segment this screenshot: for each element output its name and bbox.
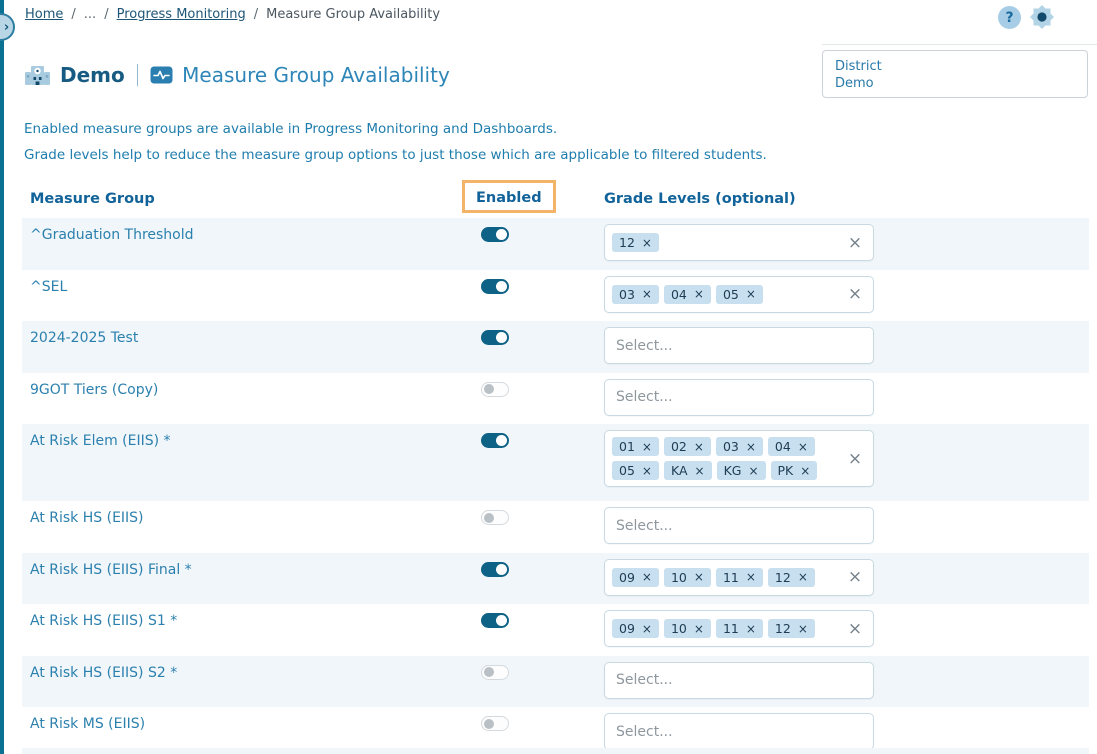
grade-tag: [771, 461, 818, 480]
grade-tags: [605, 613, 837, 644]
enabled-toggle[interactable]: [481, 382, 509, 397]
description-line-2: Grade levels help to reduce the measure group options to just those which are applicable to filtered students.: [24, 147, 767, 163]
table-row: [22, 707, 1089, 748]
table-row: [22, 218, 1089, 270]
grade-tag-label: KA: [670, 463, 688, 478]
grade-tag-label: 12: [774, 621, 791, 636]
measure-group-label: At Risk Elem (EIIS) *: [30, 433, 171, 449]
table-row: [22, 656, 1089, 708]
clear-grades-icon[interactable]: ×: [847, 448, 863, 469]
column-header-measure-group: Measure Group: [30, 191, 155, 207]
select-placeholder: Select...: [616, 337, 673, 354]
toggle-knob: [496, 281, 507, 292]
help-icon[interactable]: [998, 6, 1021, 29]
grade-levels-select[interactable]: [604, 379, 874, 416]
remove-grade-icon[interactable]: ×: [745, 621, 756, 636]
clear-grades-icon[interactable]: ×: [847, 232, 863, 253]
toggle-knob: [496, 435, 507, 446]
clear-grades-icon[interactable]: ×: [847, 567, 863, 587]
grade-tag: [612, 437, 659, 456]
measure-group-label: At Risk HS (EIIS) S2 *: [30, 664, 178, 681]
toggle-knob: [496, 332, 507, 343]
grade-tag: [716, 619, 763, 638]
grade-levels-select[interactable]: [604, 662, 874, 699]
grade-tag: [612, 568, 659, 587]
grade-tag: [664, 568, 711, 587]
enabled-toggle[interactable]: [481, 279, 509, 294]
table-row: [22, 373, 1089, 425]
title-separator: |: [133, 62, 142, 87]
select-placeholder: Select...: [616, 517, 673, 534]
grade-tag-label: 11: [722, 621, 739, 636]
chevron-right-icon: ›: [3, 19, 10, 35]
grade-tag: [612, 461, 659, 480]
grade-tag-label: 04: [774, 439, 791, 454]
grade-tag-label: 11: [722, 569, 739, 585]
grade-tag-label: 09: [619, 569, 635, 585]
grade-tag-label: KG: [723, 463, 742, 478]
grade-tag-label: 09: [619, 621, 635, 636]
grade-tag: [612, 233, 659, 252]
breadcrumb-ellipsis[interactable]: ...: [83, 7, 97, 22]
grade-tag: [716, 568, 763, 587]
grade-tag-label: 10: [670, 569, 687, 585]
grade-tags: [605, 666, 873, 694]
grade-levels-select[interactable]: [604, 559, 874, 596]
breadcrumb-current-page: Measure Group Availability: [266, 7, 441, 22]
grade-tag: [612, 285, 659, 304]
grade-tag-label: 04: [670, 286, 687, 302]
grade-tag: [664, 285, 711, 304]
grade-tag: [664, 619, 711, 638]
enabled-toggle[interactable]: [481, 330, 509, 345]
toggle-knob: [496, 615, 507, 626]
table-body: [22, 218, 1089, 754]
sidebar-expand-button[interactable]: [0, 13, 15, 41]
remove-grade-icon[interactable]: ×: [693, 570, 704, 584]
breadcrumb-home-link[interactable]: Home: [25, 7, 64, 22]
grade-tag-label: 05: [722, 286, 739, 302]
remove-grade-icon[interactable]: ×: [745, 570, 756, 584]
breadcrumb-separator: /: [71, 7, 76, 22]
grade-tags: [605, 383, 873, 411]
grade-tags: [605, 227, 837, 258]
table-row: [22, 501, 1089, 553]
description-line-1: Enabled measure groups are available in Progress Monitoring and Dashboards.: [24, 121, 558, 137]
app-left-edge-bar: [0, 0, 4, 754]
org-name: Demo: [60, 62, 125, 87]
remove-grade-icon[interactable]: ×: [641, 463, 652, 478]
remove-grade-icon[interactable]: ×: [641, 235, 652, 250]
enabled-header-highlight-box: [462, 180, 556, 213]
grade-tags: [605, 718, 873, 746]
column-header-enabled: Enabled: [476, 190, 542, 206]
grade-tag: [717, 461, 766, 480]
breadcrumb-progress-monitoring-link[interactable]: Progress Monitoring: [116, 7, 246, 22]
measure-group-label: ^SEL: [30, 278, 68, 295]
monitor-pulse-icon: [150, 66, 173, 84]
remove-grade-icon[interactable]: ×: [694, 463, 705, 478]
grade-tag: [768, 437, 815, 456]
grade-tag-label: 02: [670, 439, 687, 454]
enabled-toggle[interactable]: [481, 665, 509, 680]
clear-grades-icon[interactable]: ×: [847, 284, 863, 304]
enabled-toggle[interactable]: [481, 433, 509, 448]
table-header: [22, 180, 1089, 218]
table-row: [22, 321, 1089, 373]
toggle-knob: [496, 229, 507, 240]
table-row: [22, 424, 1089, 501]
grade-tag-label: 01: [619, 439, 635, 454]
remove-grade-icon[interactable]: ×: [748, 463, 759, 478]
grade-tag-label: 12: [774, 569, 791, 585]
measure-group-label: At Risk MS (EIIS): [30, 716, 146, 732]
grade-tag: [768, 619, 815, 638]
select-placeholder: Select...: [616, 672, 673, 688]
grade-tag-label: 03: [619, 286, 635, 302]
table-row-partial: [22, 748, 1089, 754]
grade-tags: [605, 431, 837, 486]
enabled-toggle[interactable]: [481, 613, 509, 628]
grade-tag-label: 12: [619, 235, 635, 250]
question-mark-glyph: ?: [1005, 9, 1014, 26]
remove-grade-icon[interactable]: ×: [641, 570, 652, 584]
grade-tag: [716, 437, 763, 456]
grade-tag: [612, 619, 659, 638]
measure-group-label: At Risk HS (EIIS) Final *: [30, 561, 192, 578]
header-divider: [822, 44, 1097, 45]
remove-grade-icon[interactable]: ×: [797, 621, 808, 636]
grade-levels-select[interactable]: [604, 507, 874, 544]
enabled-toggle[interactable]: [481, 562, 509, 577]
remove-grade-icon[interactable]: ×: [800, 463, 811, 478]
context-scope-label: District: [835, 59, 882, 74]
enabled-toggle[interactable]: [481, 227, 509, 242]
enabled-toggle[interactable]: [481, 716, 509, 731]
grade-tag-label: 03: [722, 439, 739, 454]
toggle-knob: [484, 719, 494, 729]
table-row: [22, 270, 1089, 322]
remove-grade-icon[interactable]: ×: [693, 621, 704, 636]
measure-group-label: 9GOT Tiers (Copy): [30, 381, 159, 398]
page-title-text: Measure Group Availability: [182, 62, 450, 87]
remove-grade-icon[interactable]: ×: [745, 287, 756, 301]
page-title: [24, 62, 450, 87]
enabled-toggle[interactable]: [481, 510, 509, 525]
grade-tags: [605, 332, 873, 360]
grade-tag: [664, 437, 711, 456]
measure-group-label: At Risk HS (EIIS): [30, 510, 144, 526]
breadcrumb-separator: /: [253, 7, 259, 22]
grade-tag: [716, 285, 763, 304]
remove-grade-icon[interactable]: ×: [641, 287, 652, 301]
column-header-grade-levels: Grade Levels (optional): [604, 191, 796, 207]
measure-group-label: ^Graduation Threshold: [30, 227, 194, 243]
grade-tag-label: 05: [619, 463, 635, 478]
grade-tag: [768, 568, 815, 587]
context-scope-value: Demo: [835, 76, 874, 91]
select-placeholder: Select...: [616, 389, 673, 405]
breadcrumb-separator: /: [104, 7, 109, 22]
context-scope-box[interactable]: [822, 50, 1088, 98]
table-row: [22, 604, 1089, 656]
grade-levels-select[interactable]: [604, 430, 874, 487]
remove-grade-icon[interactable]: ×: [693, 287, 704, 301]
grade-tags: [605, 512, 873, 540]
toggle-knob: [484, 384, 494, 394]
grade-levels-select[interactable]: [604, 276, 874, 313]
toggle-knob: [484, 513, 494, 523]
remove-grade-icon[interactable]: ×: [797, 439, 808, 454]
grade-levels-select[interactable]: [604, 224, 874, 261]
toggle-knob: [484, 667, 494, 677]
school-building-icon: [24, 63, 51, 86]
measure-group-label: At Risk HS (EIIS) S1 *: [30, 613, 178, 629]
grade-levels-select[interactable]: [604, 610, 874, 647]
measure-group-label: 2024-2025 Test: [30, 330, 139, 346]
grade-tags: [605, 562, 837, 593]
grade-levels-select[interactable]: [604, 327, 874, 364]
grade-tag: [664, 461, 712, 480]
measure-group-table: [22, 180, 1089, 754]
grade-levels-select[interactable]: [604, 713, 874, 750]
grade-tags: [605, 279, 837, 310]
toggle-knob: [496, 564, 507, 575]
remove-grade-icon[interactable]: ×: [797, 570, 808, 584]
gear-icon[interactable]: [1028, 3, 1056, 31]
grade-tag-label: 10: [670, 621, 687, 636]
table-row: [22, 553, 1089, 605]
select-placeholder: Select...: [616, 723, 673, 740]
grade-tag-label: PK: [777, 463, 794, 478]
clear-grades-icon[interactable]: ×: [847, 618, 863, 639]
remove-grade-icon[interactable]: ×: [745, 439, 756, 454]
remove-grade-icon[interactable]: ×: [641, 439, 652, 454]
remove-grade-icon[interactable]: ×: [641, 621, 652, 636]
breadcrumb: [25, 7, 440, 22]
remove-grade-icon[interactable]: ×: [693, 439, 704, 454]
